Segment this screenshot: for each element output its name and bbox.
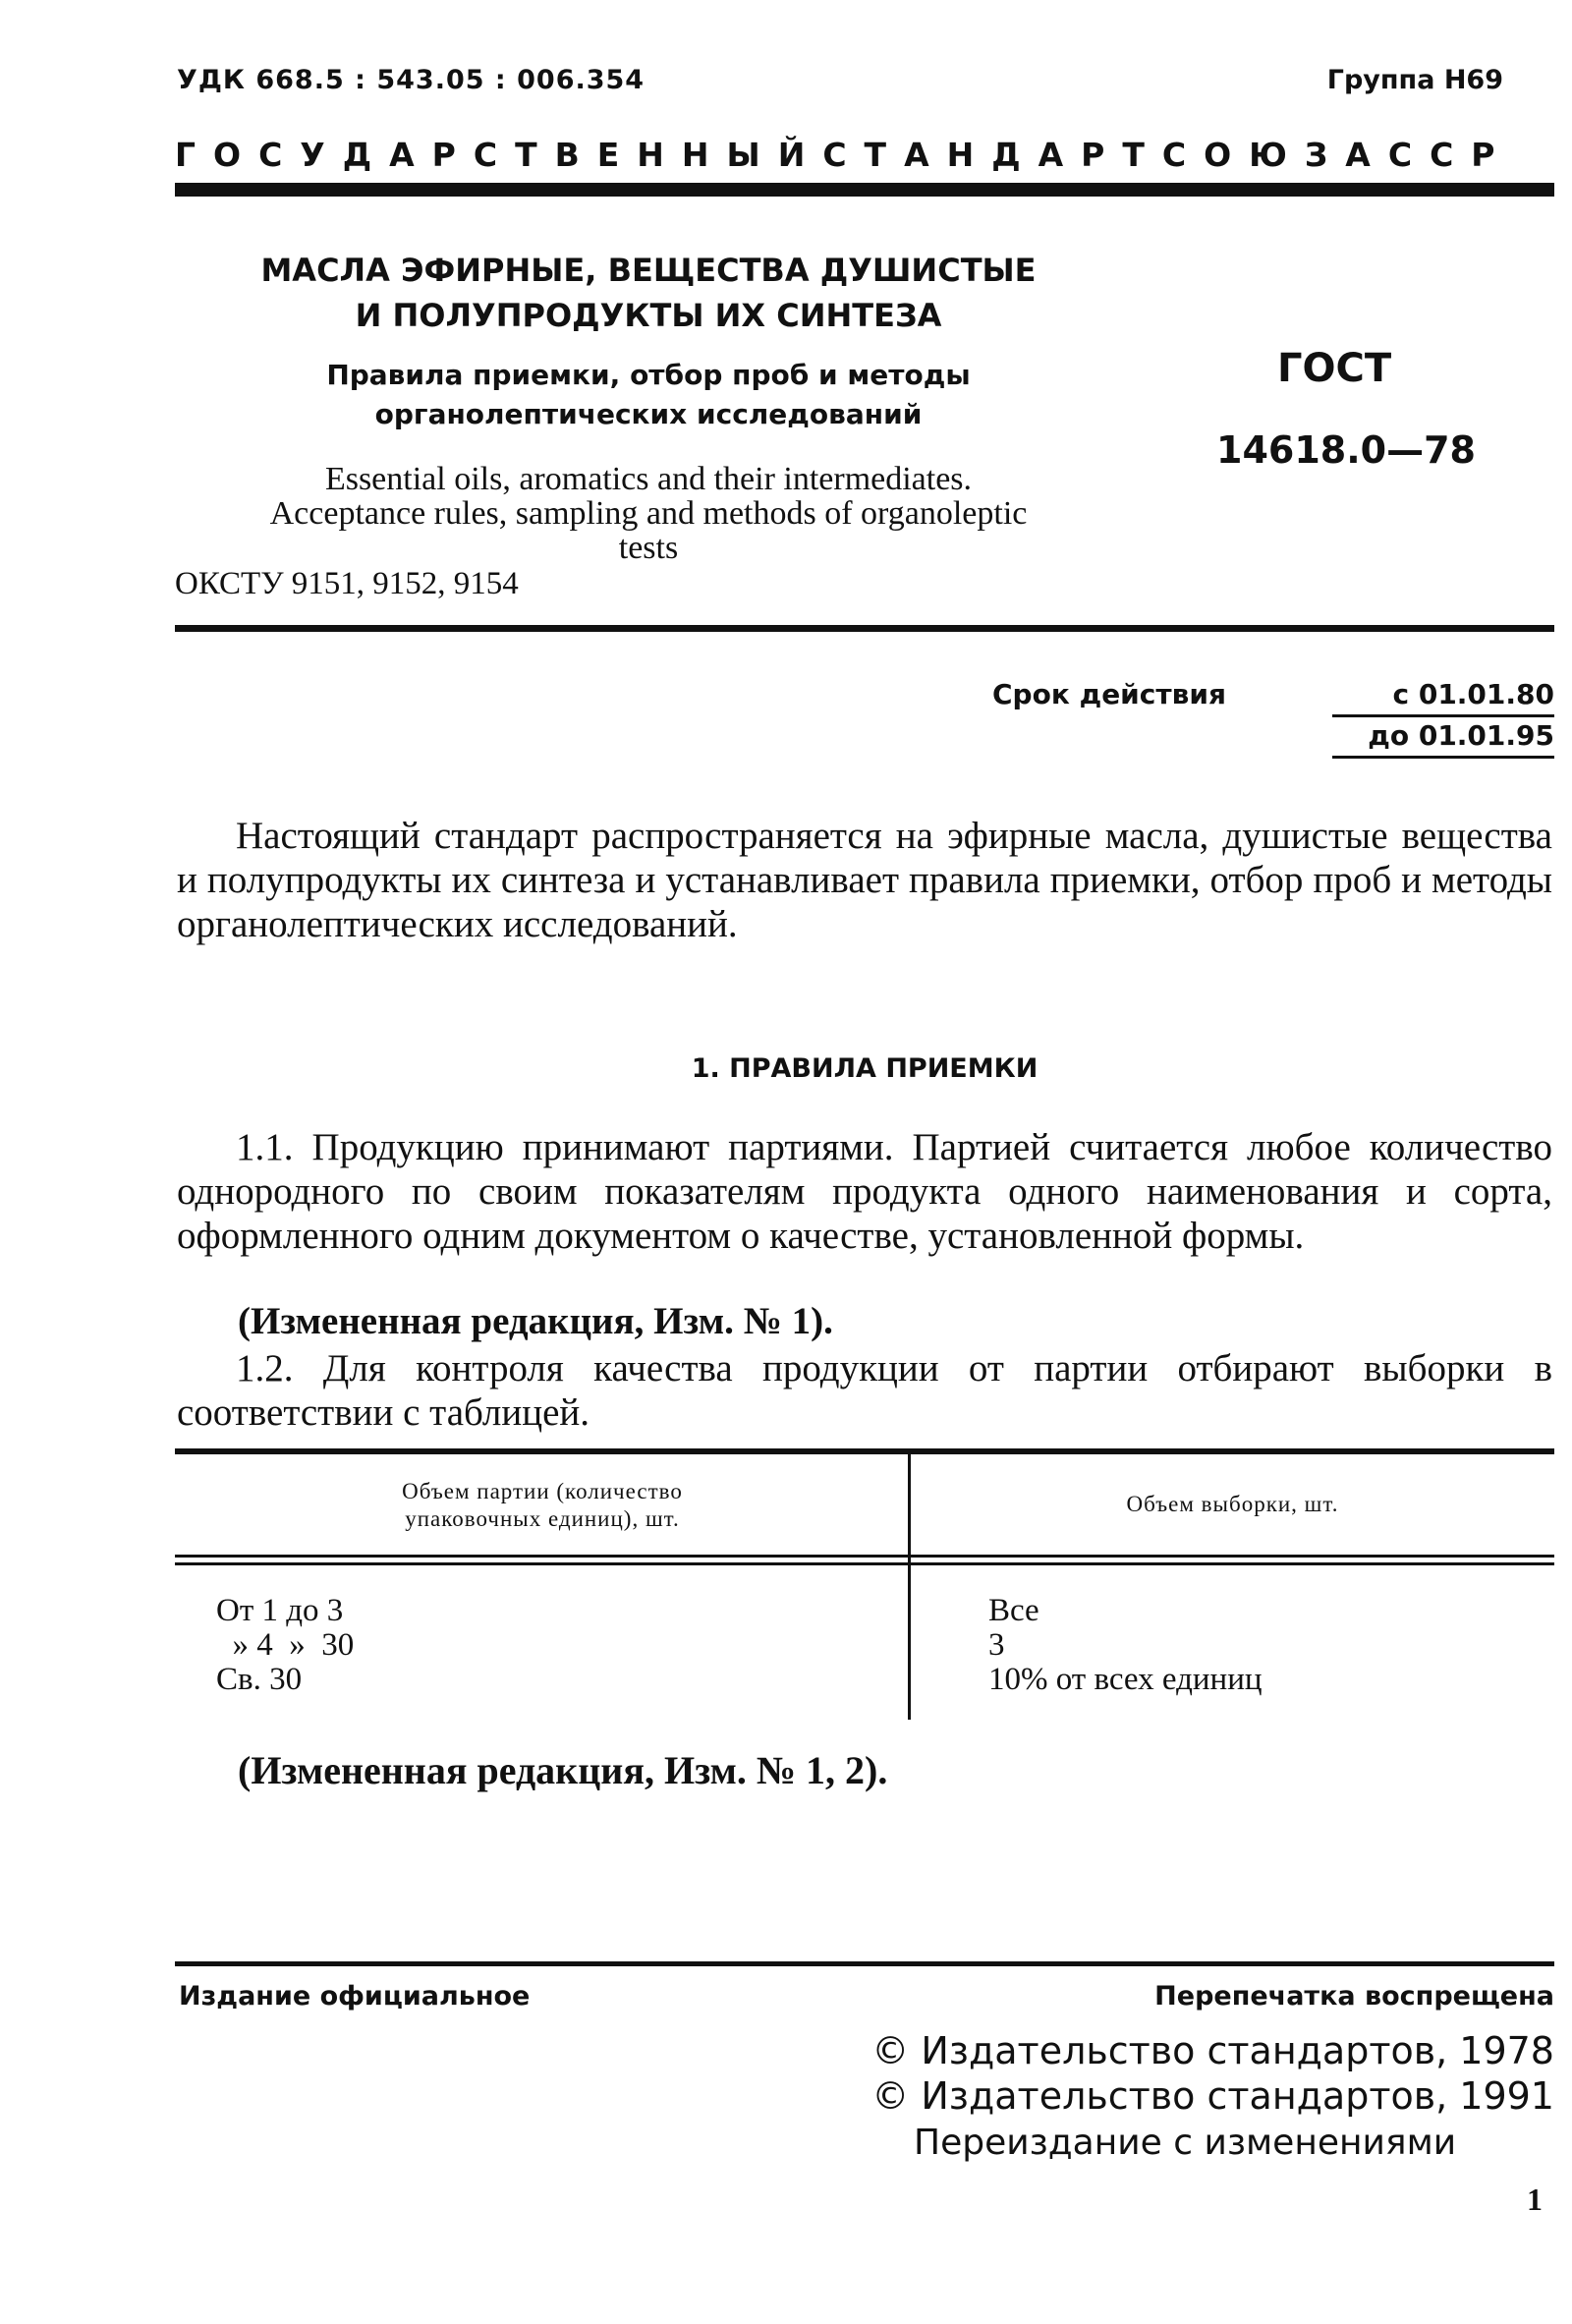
header-thick-rule [175,183,1554,197]
subtitle-line-2: органолептических исследований [374,398,923,430]
table-header-lot-line-1: Объем партии (количество [402,1479,683,1503]
gost-number: 14618.0—78 [1216,428,1476,472]
reprint-prohibited: Перепечатка воспрещена [1154,1981,1554,2012]
heading-word-1: ГОСУДАРСТВЕННЫЙ [175,136,823,174]
table-header-lot [177,1478,908,1533]
table-top-rule [175,1448,1554,1454]
okstu-codes: ОКСТУ 9151, 9152, 9154 [175,566,519,601]
official-edition: Издание официальное [179,1981,531,2012]
validity-from: с 01.01.80 [1332,678,1554,717]
table-header-rule-1 [175,1555,1554,1558]
title-line-1: МАСЛА ЭФИРНЫЕ, ВЕЩЕСТВА ДУШИСТЫЕ [260,252,1037,289]
subtitle-line-1: Правила приемки, отбор проб и методы [326,359,971,391]
edition-note-2: (Измененная редакция, Изм. № 1, 2). [238,1748,888,1792]
english-line-3: tests [618,530,679,566]
english-title [177,462,1120,565]
edition-note-1: (Измененная редакция, Изм. № 1). [238,1300,833,1342]
intro-paragraph: Настоящий стандарт распространяется на эфирные масла, душистые вещества и полупродукты их синтеза и устанавливает правила приемки, отбор проб и методы органолептических исследований. [177,815,1552,945]
table-cell: От 1 до 3 [216,1593,344,1628]
table-column-lot [216,1594,354,1697]
table-cell: 3 [988,1627,1005,1663]
english-line-1: Essential oils, aromatics and their intermediates. [324,461,973,497]
table-cell: » 4 » 30 [216,1627,355,1663]
english-line-2: Acceptance rules, sampling and methods of organoleptic [269,495,1028,532]
reissue-note: Переиздание с изменениями [914,2123,1457,2163]
clause-1-2: 1.2. Для контроля качества продукции от партии отбирают выборки в соответствии с таблицей. [177,1347,1552,1434]
state-standard-heading [175,136,1513,174]
table-header-lot-line-2: упаковочных единиц), шт. [405,1506,680,1531]
table-cell: Все [988,1593,1039,1628]
udk-code: УДК 668.5 : 543.05 : 006.354 [177,65,646,95]
copyright-1991: © Издательство стандартов, 1991 [871,2074,1554,2118]
section-1-heading: 1. ПРАВИЛА ПРИЕМКИ [691,1053,1039,1084]
table-cell: Св. 30 [216,1662,303,1697]
title-rule [175,625,1554,632]
validity-label: Срок действия [992,678,1226,710]
copyright-1978: © Издательство стандартов, 1978 [871,2029,1554,2072]
table-cell: 10% от всех единиц [988,1662,1263,1697]
clause-1-1: 1.1. Продукцию принимают партиями. Партией считается любое количество однородного по своим показателям продукта одного наименования и сорта, оформленного одним документом о качестве, установленной формы. [177,1126,1552,1257]
title-line-2: И ПОЛУПРОДУКТЫ ИХ СИНТЕЗА [355,297,942,334]
footer-rule [175,1961,1554,1966]
validity-to: до 01.01.95 [1332,719,1554,759]
table-column-sample [988,1594,1263,1697]
page-number: 1 [1527,2182,1543,2217]
document-title [177,248,1120,338]
heading-word-2: СТАНДАРТ [822,136,1162,174]
heading-word-3: СОЮЗА [1161,136,1388,174]
heading-word-4: ССР [1387,136,1513,174]
table-header-sample: Объем выборки, шт. [1126,1492,1339,1516]
group-code: Группа Н69 [1326,65,1503,95]
gost-label: ГОСТ [1277,346,1392,391]
document-subtitle [177,356,1120,434]
table-header-rule-2 [175,1562,1554,1565]
